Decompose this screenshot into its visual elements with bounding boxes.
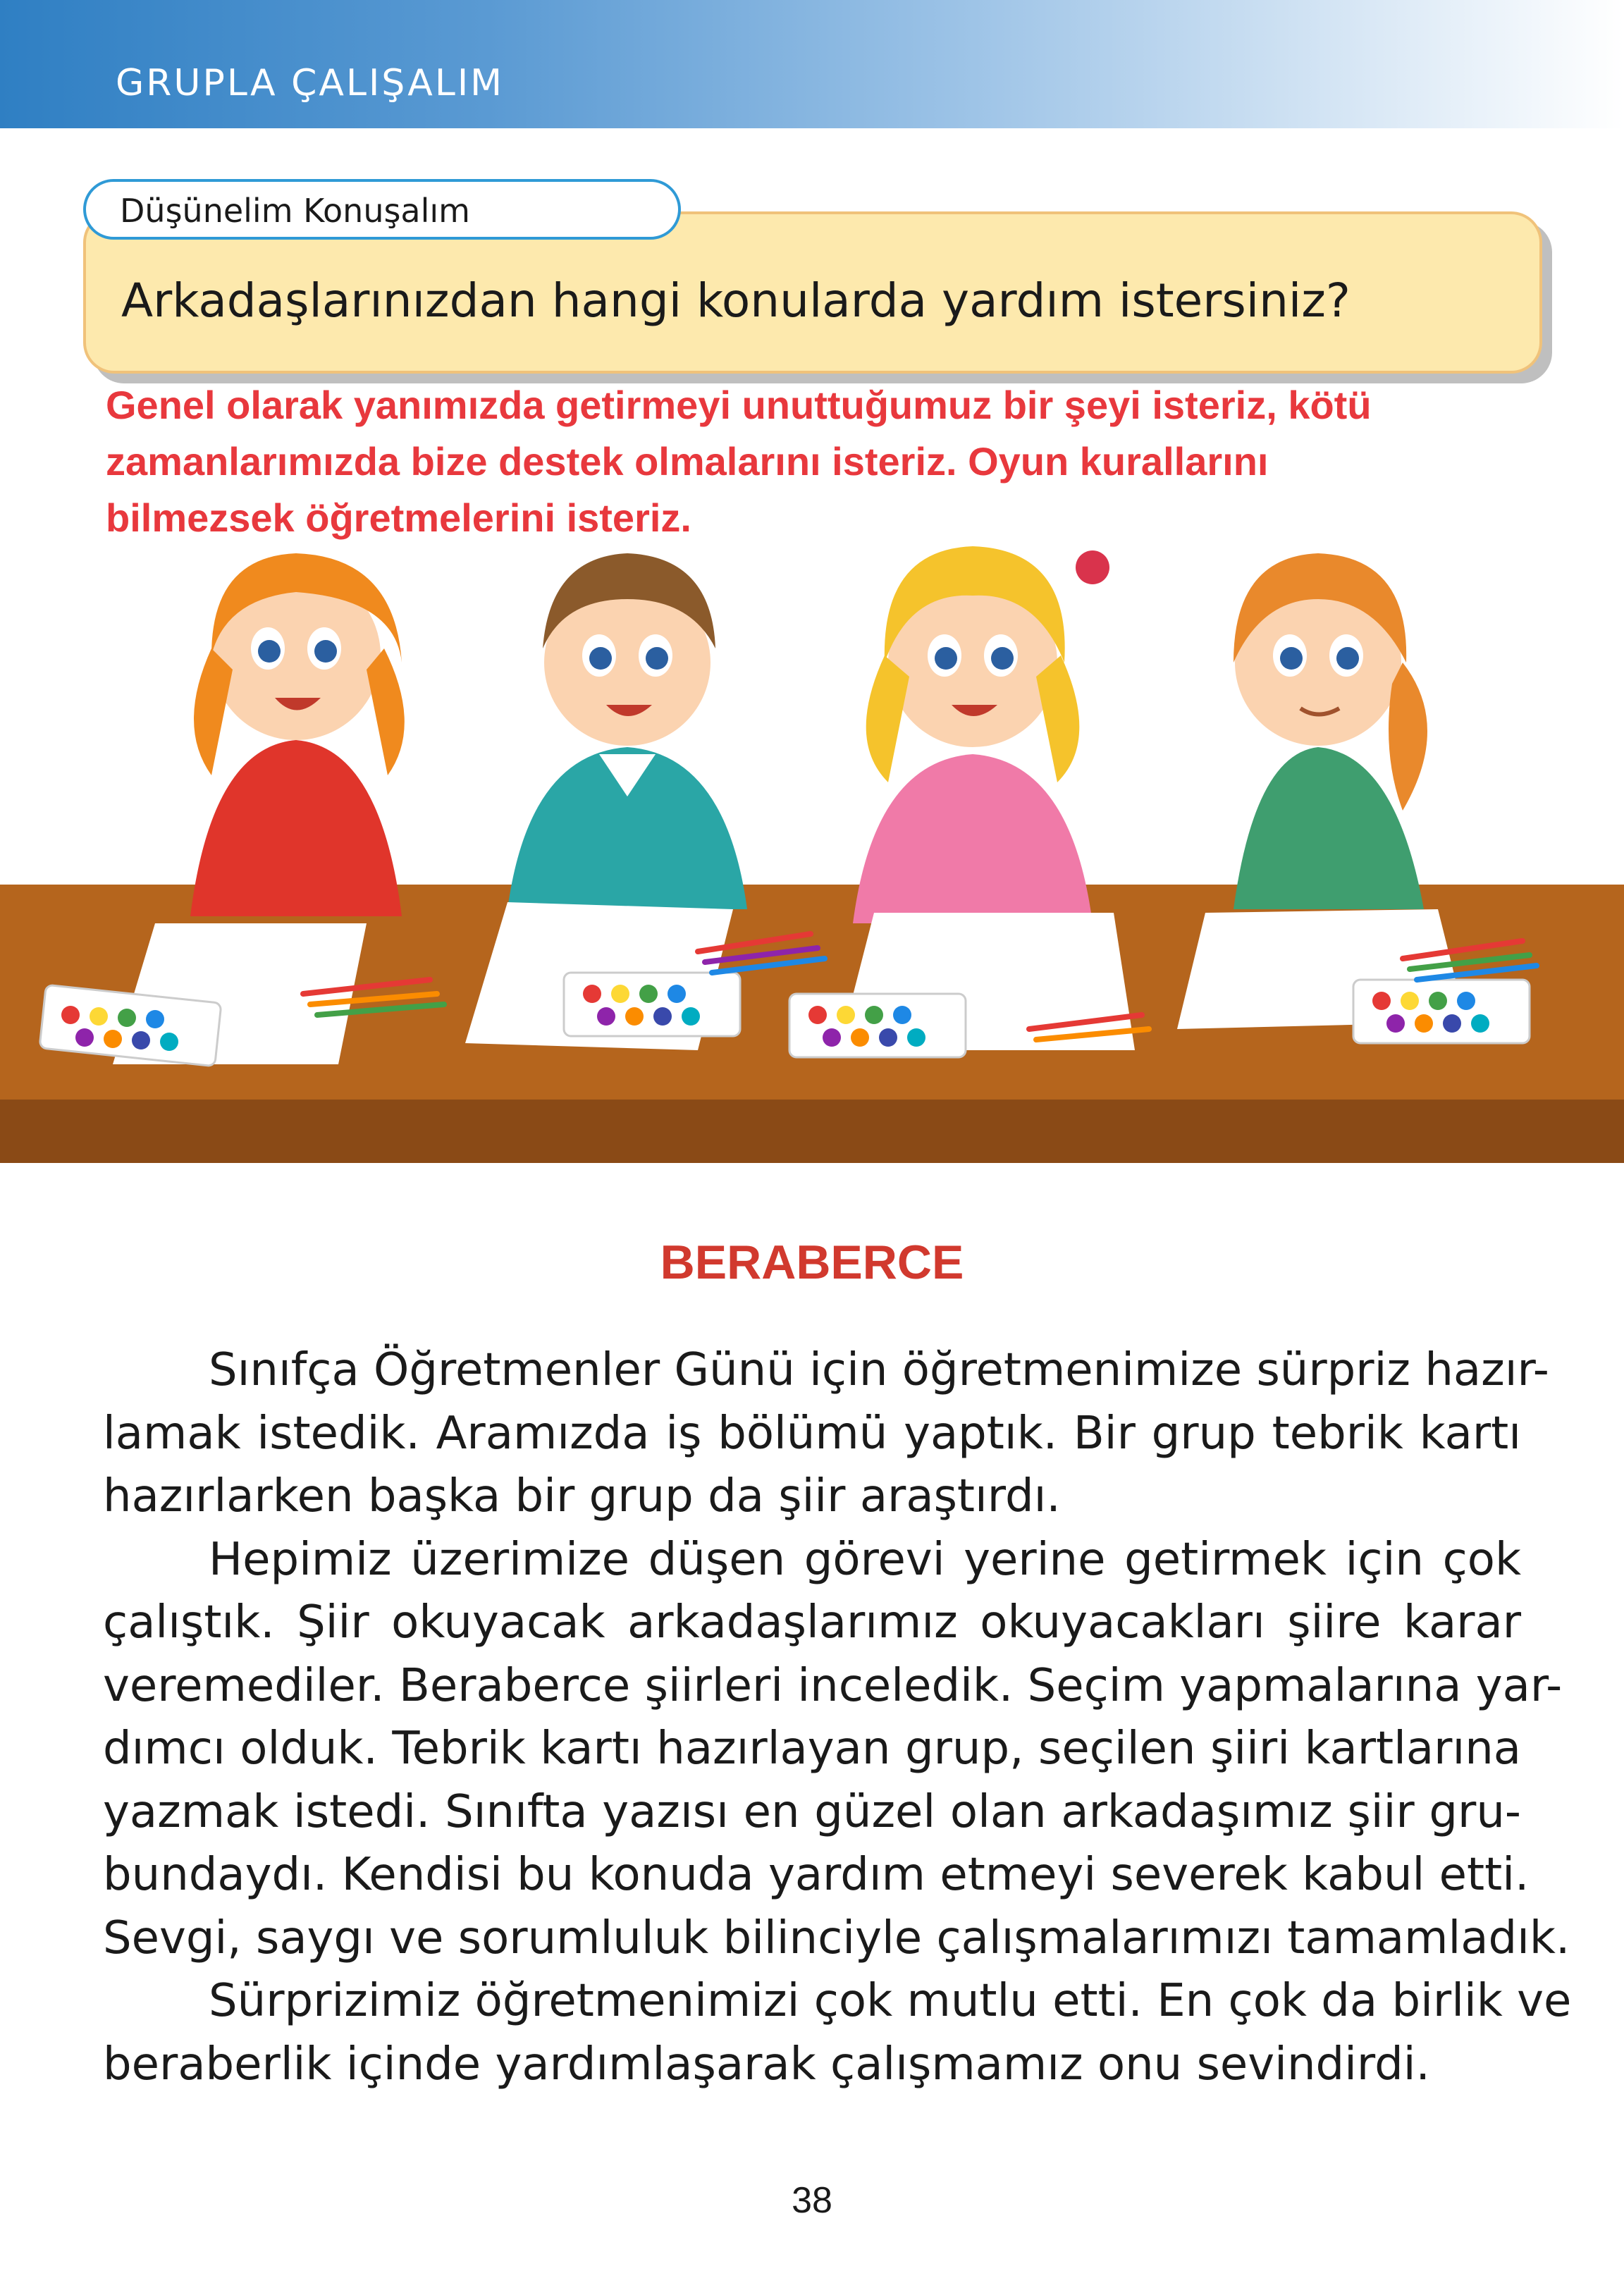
story-line: bundaydı. Kendisi bu konuda yardım etmeyi severek kabul etti. (103, 1849, 1530, 1901)
child-figure (853, 546, 1109, 923)
story-line: lamak istedik. Aramızda iş bölümü yaptık. Bir grup tebrik kartı (103, 1407, 1521, 1460)
story-line: Hepimiz üzerimize düşen görevi yerine getirmek için çok (209, 1533, 1521, 1586)
story-line: Sınıfça Öğretmenler Günü için öğretmenimize sürpriz hazır- (209, 1344, 1549, 1396)
answer-text (106, 377, 1537, 546)
story-title: BERABERCE (660, 1236, 964, 1289)
children-painting-illustration (0, 543, 1624, 1163)
answer-line: Genel olarak yanımızda getirmeyi unuttuğumuz bir şeyi isteriz, kötü (106, 383, 1372, 427)
child-figure (1234, 553, 1427, 909)
paint-palette (789, 994, 966, 1057)
answer-line: zamanlarımızda bize destek olmalarını isteriz. Oyun kurallarını (106, 439, 1269, 484)
story-line: beraberlik içinde yardımlaşarak çalışmamız onu sevindirdi. (103, 2038, 1430, 2091)
story-line: çalıştık. Şiir okuyacak arkadaşlarımız okuyacakları şiire karar (103, 1596, 1521, 1649)
question-text: Arkadaşlarınızdan hangi konularda yardım istersiniz? (121, 273, 1351, 328)
discussion-tag-label: Düşünelim Konuşalım (120, 192, 470, 230)
story-line: Sevgi, saygı ve sorumluluk bilinciyle çalışmalarımızı tamamladık. (103, 1912, 1570, 1964)
story-line: hazırlarken başka bir grup da şiir araştırdı. (103, 1470, 1061, 1522)
story-text (103, 1339, 1572, 2096)
discussion-tag (83, 179, 681, 240)
story-line: Sürprizimiz öğretmenimizi çok mutlu etti. En çok da birlik ve (209, 1975, 1572, 2027)
paint-palette (564, 973, 740, 1036)
paint-palette (1353, 980, 1530, 1043)
story-line: veremediler. Beraberce şiirleri inceledik. Seçim yapmalarına yar- (103, 1659, 1563, 1712)
child-figure (508, 553, 747, 909)
answer-line: bilmezsek öğretmelerini isteriz. (106, 495, 691, 540)
table-edge (0, 1100, 1624, 1163)
story-line: dımcı olduk. Tebrik kartı hazırlayan grup, seçilen şiiri kartlarına (103, 1723, 1521, 1775)
child-figure (190, 553, 405, 916)
story-line: yazmak istedi. Sınıfta yazısı en güzel olan arkadaşımız şiir gru- (103, 1785, 1521, 1838)
page-number: 38 (792, 2180, 832, 2221)
section-title: GRUPLA ÇALIŞALIM (116, 62, 505, 104)
